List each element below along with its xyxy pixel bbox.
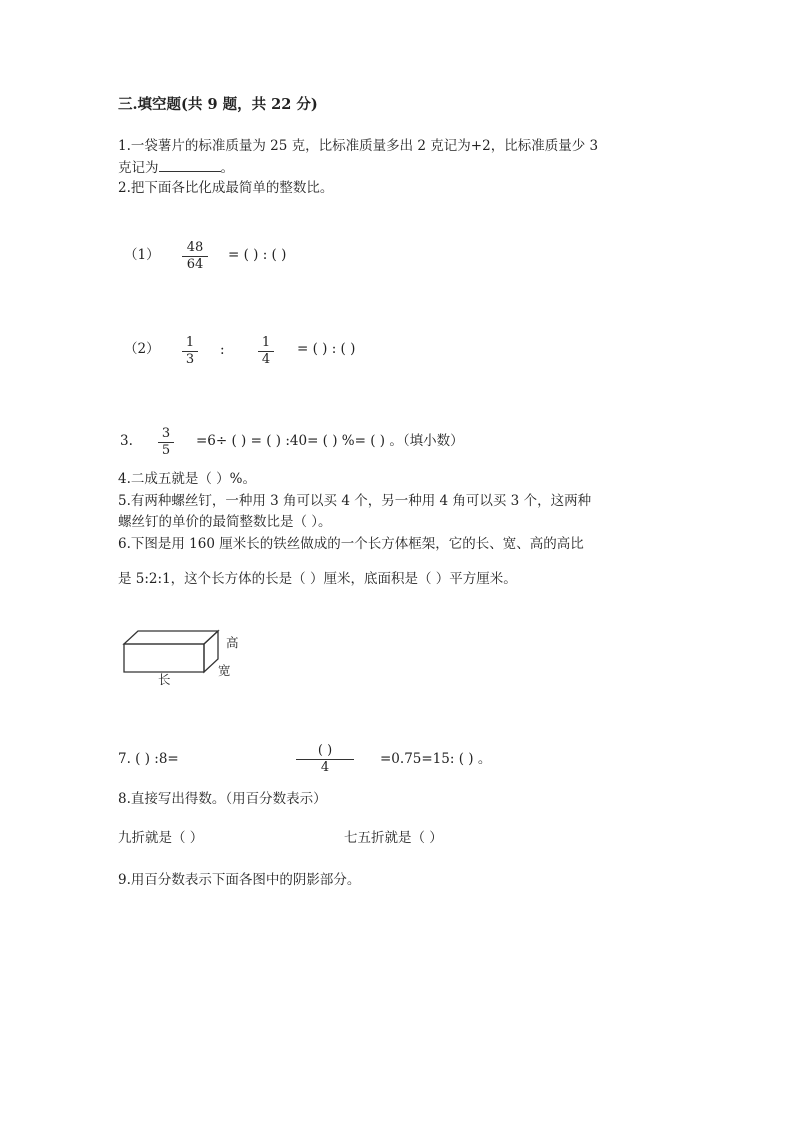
section-title: 三.填空题(共 9 题，共 22 分): [118, 96, 318, 113]
q9-text: 9.用百分数表示下面各图中的阴影部分。: [118, 872, 361, 888]
q8-item-a[interactable]: 九折就是（ ）: [118, 830, 204, 846]
q1-line2: [118, 158, 234, 177]
q2-p1-numerator: 48: [182, 240, 208, 257]
q2-p1-label: （1）: [124, 247, 160, 263]
q5-line2: 螺丝钉的单价的最简整数比是（ ）。: [118, 514, 332, 530]
q3-denominator: 5: [161, 443, 171, 458]
q6-line2: 是 5:2:1，这个长方体的长是（ ）厘米，底面积是（ ）平方厘米。: [118, 571, 517, 587]
q7-part2[interactable]: =0.75=15: ( ) 。: [380, 751, 492, 767]
q1-line1: 1.一袋薯片的标准质量为 25 克，比标准质量多出 2 克记为+2，比标准质量少 3: [118, 138, 599, 154]
q2-p1-answer[interactable]: = ( ) : ( ): [228, 247, 287, 263]
cuboid-width-label: 宽: [218, 663, 231, 678]
q8-item-b[interactable]: 七五折就是（ ）: [344, 830, 443, 846]
q7-fraction-numerator[interactable]: ( ): [296, 743, 354, 760]
q2-p2-a-numerator: 1: [182, 335, 198, 352]
q2-p2-a-denominator: 3: [185, 352, 195, 367]
q3-answer[interactable]: =6÷ ( ) = ( ) :40= ( ) %= ( ) 。（填小数）: [196, 433, 464, 449]
q7-part1[interactable]: 7. ( ) :8=: [118, 751, 179, 767]
q1-line2-suffix: 。: [220, 160, 234, 176]
q2-p2-b-numerator: 1: [258, 335, 274, 352]
q3-label: 3.: [120, 433, 133, 449]
q3-fraction: [158, 426, 174, 459]
q2-p2-label: （2）: [124, 341, 160, 357]
q6-line1: 6.下图是用 160 厘米长的铁丝做成的一个长方体框架，它的长、宽、高的高比: [118, 536, 584, 552]
q7-fraction-denominator: 4: [320, 760, 330, 775]
q2-p2-answer[interactable]: = ( ) : ( ): [297, 341, 356, 357]
q2-p2-fraction-a: [182, 335, 198, 368]
q3-numerator: 3: [158, 426, 174, 443]
q2-p2-fraction-b: [258, 335, 274, 368]
q5-line1: 5.有两种螺丝钉，一种用 3 角可以买 4 个，另一种用 4 角可以买 3 个，这两种: [118, 493, 592, 509]
q2-p2-colon: :: [220, 342, 225, 358]
q4-text: 4.二成五就是（ ）%。: [118, 471, 256, 487]
cuboid-height-label: 高: [226, 635, 239, 650]
q1-answer-blank[interactable]: [159, 158, 221, 172]
q2-title: 2.把下面各比化成最简单的整数比。: [118, 180, 334, 196]
q1-line2-prefix: 克记为: [118, 160, 159, 176]
cuboid-length-label: 长: [158, 672, 171, 687]
q2-p1-denominator: 64: [186, 257, 204, 272]
q2-p2-b-denominator: 4: [261, 352, 271, 367]
q8-title: 8.直接写出得数。（用百分数表示）: [118, 791, 327, 807]
q2-p1-fraction: [182, 240, 208, 273]
q7-fraction: [296, 743, 354, 776]
